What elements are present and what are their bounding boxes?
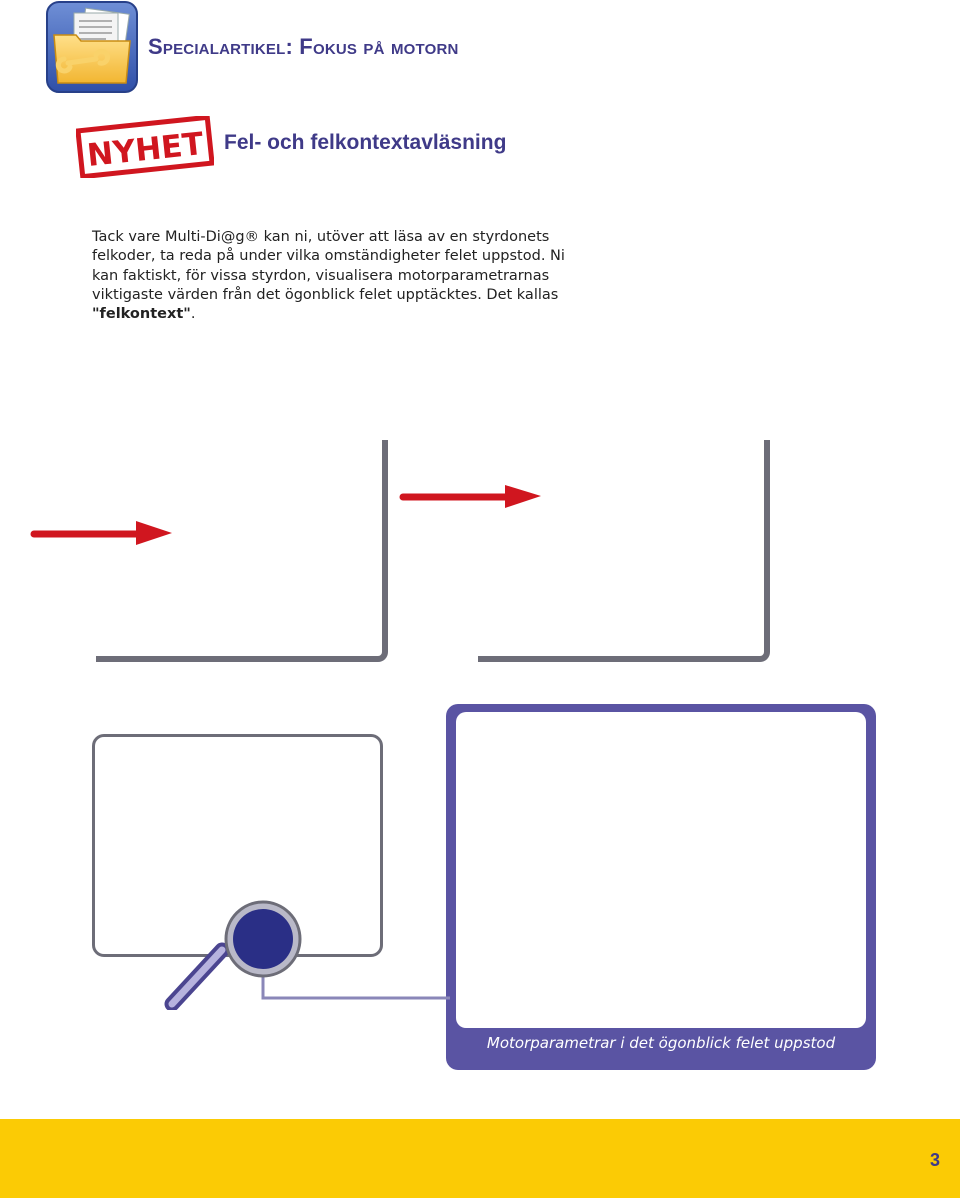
arrow-right-icon bbox=[30, 518, 175, 548]
intro-paragraph bbox=[92, 228, 592, 324]
magnifying-glass-icon bbox=[150, 880, 460, 1010]
intro-text-end: . bbox=[190, 306, 196, 323]
fault-context-screen bbox=[456, 712, 866, 1028]
page-number: 3 bbox=[929, 1150, 940, 1170]
stamp-text: NYHET bbox=[85, 125, 206, 174]
section-title: Fel- och felkontextavläsning bbox=[224, 131, 507, 154]
folder-documents-wrench-icon bbox=[46, 1, 138, 93]
arrow-right-icon bbox=[399, 482, 544, 512]
intro-emphasis: "felkontext" bbox=[92, 306, 191, 323]
footer-bar bbox=[0, 1119, 960, 1198]
page-title: Specialartikel: Fokus på motorn bbox=[148, 34, 459, 59]
screenshot-frame-top-right bbox=[478, 440, 770, 662]
new-stamp bbox=[76, 116, 214, 178]
intro-text: Tack vare Multi-Di@g® kan ni, utöver att läsa av en styrdonets felkoder, ta reda på under vilka omständigheter felet uppstod. Ni kan faktiskt, för vissa styrdon, visualisera motorparametrarnas viktigaste värden från det ögonblick felet upptäcktes. Det kallas bbox=[92, 229, 565, 303]
screenshot-frame-top-left bbox=[96, 440, 388, 662]
panel-caption: Motorparametrar i det ögonblick felet uppstod bbox=[486, 1034, 836, 1052]
